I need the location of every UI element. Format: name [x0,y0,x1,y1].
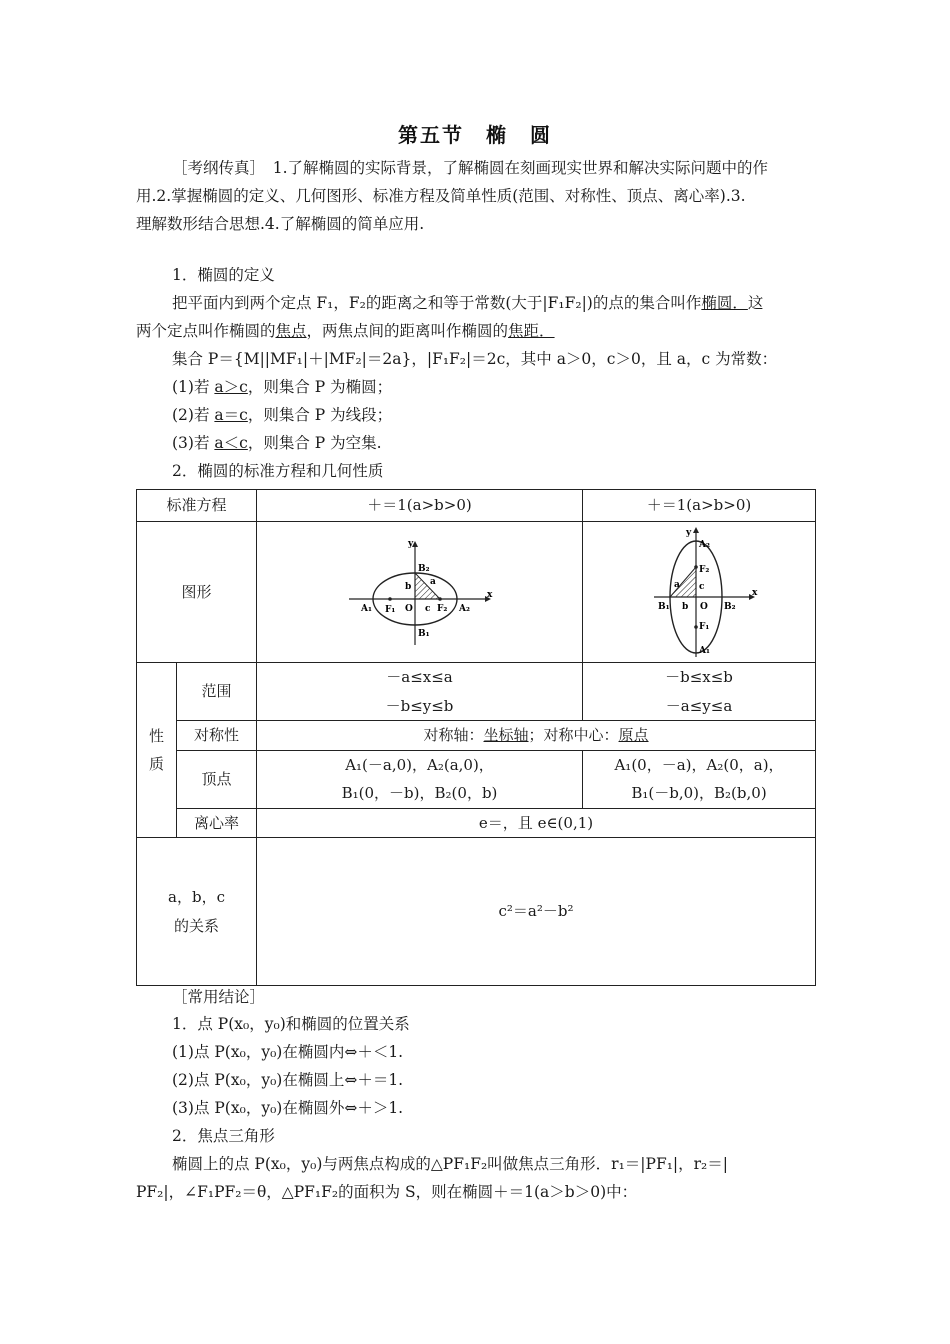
range-x: －b≤x≤b [665,668,733,686]
relation-value: c²＝a²－b² [257,838,816,986]
symmetry-value [257,721,816,751]
case-condition: a＜c [214,434,248,452]
fig-label: A₂ [699,540,710,550]
symmetry-text: 对称轴： [423,726,484,744]
table-row [137,721,816,751]
case-condition: a＞c [214,378,248,396]
table-row [137,522,816,663]
case-text: (1)若 [172,378,215,396]
table-row [137,808,816,838]
term-ellipse: 椭圆． [701,294,748,312]
table-row [137,663,816,721]
term-focal-distance: 焦距． [508,322,555,340]
section2-heading: 2．椭圆的标准方程和几何性质 [172,462,384,480]
table-row [137,750,816,808]
std-eq-horizontal: ＋＝1(a>b>0) [257,490,583,522]
definition-text: 把平面内到两个定点 F₁，F₂的距离之和等于常数(大于|F₁F₂|)的点的集合叫作 [172,294,702,312]
fig-label: a [429,577,436,587]
figure-horizontal-cell [257,522,583,663]
fig-label: O [404,604,413,614]
range-y: －a≤y≤a [665,696,733,715]
conclusion-item-1c: (3)点 P(x₀，y₀)在椭圆外⇔＋＞1. [172,1099,404,1117]
std-eq-vertical: ＋＝1(a>b>0) [583,490,816,522]
relation-label-line: 的关系 [174,916,220,935]
table-row [137,490,816,522]
vertex-label: 顶点 [177,750,257,808]
case-text: (3)若 [172,434,215,452]
vertex-vertical [583,750,816,808]
range-x: －a≤x≤a [386,668,453,686]
vertex-line: A₁(－a,0)，A₂(a,0)， [345,755,494,774]
case-condition: a＝c [214,406,248,424]
range-horizontal [257,663,583,721]
fig-label: B₂ [417,564,430,574]
focal-triangle-line-1: 椭圆上的点 P(x₀，y₀)与两焦点构成的△PF₁F₂叫做焦点三角形．r₁＝|PF₁|，r₂＝| [172,1155,728,1173]
case-text: ，则集合 P 为空集. [247,434,382,452]
std-eq-label: 标准方程 [137,490,257,522]
fig-label: A₁ [360,604,372,614]
section1-heading: 1．椭圆的定义 [172,266,275,284]
relation-label [137,838,257,986]
symmetry-center: 原点 [618,726,649,744]
set-definition: 集合 P＝{M||MF₁|＋|MF₂|＝2a}，|F₁F₂|＝2c，其中 a＞0，c＞0，且 a，c 为常数： [172,350,778,368]
case-text: ，则集合 P 为椭圆； [247,378,393,396]
fig-label: O [700,602,708,612]
conclusion-item-1b: (2)点 P(x₀，y₀)在椭圆上⇔＋＝1. [172,1071,404,1089]
symmetry-axis: 坐标轴 [483,726,529,744]
fig-label: b [404,582,411,592]
symmetry-label: 对称性 [177,721,257,751]
figure-label: 图形 [137,522,257,663]
case-2 [172,406,392,425]
vertex-line: B₁(－b,0)，B₂(b,0) [631,784,767,802]
vertical-ellipse-figure [634,525,764,659]
focus-point [388,597,392,601]
syllabus-line-2: 用.2.掌握椭圆的定义、几何图形、标准方程及简单性质(范围、对称性、顶点、离心率).3. [136,187,746,205]
relation-label-line: a，b，c [168,888,225,906]
fig-label: y [407,539,413,549]
focus-point [694,565,698,569]
term-focus: 焦点 [275,322,307,340]
conclusion-item-1: 1．点 P(x₀，y₀)和椭圆的位置关系 [172,1015,410,1033]
fig-label: F₂ [436,604,447,614]
fig-label: a [674,580,680,590]
focus-point [438,597,442,601]
syllabus-line-1: ［考纲传真］ 1.了解椭圆的实际背景，了解椭圆在刻画现实世界和解决实际问题中的作 [172,159,769,177]
definition-text: 两个定点叫作椭圆的 [136,322,276,340]
fig-label: c [699,582,705,592]
figure-vertical-cell [583,522,816,663]
horizontal-ellipse-figure [345,537,495,647]
fig-label: B₁ [658,602,670,612]
case-text: ，则集合 P 为线段； [247,406,393,424]
range-vertical [583,663,816,721]
conclusions-heading: ［常用结论］ [172,988,266,1006]
focus-point [694,625,698,629]
case-1 [172,378,392,397]
definition-text: ，两焦点间的距离叫作椭圆的 [306,322,509,340]
fig-label: F₁ [384,605,395,615]
eccentricity-label: 离心率 [177,808,257,838]
fig-label: B₁ [417,629,430,639]
fig-label: c [424,604,430,614]
case-3 [172,434,382,453]
fig-label: A₂ [458,604,470,614]
range-y: －b≤y≤b [385,696,454,715]
vertex-line: A₁(0，－a)，A₂(0，a)， [614,755,784,774]
fig-label: F₂ [699,565,710,575]
syllabus-line-3: 理解数形结合思想.4.了解椭圆的简单应用. [136,215,425,233]
conclusion-item-1a: (1)点 P(x₀，y₀)在椭圆内⇔＋＜1. [172,1043,404,1061]
symmetry-text: ；对称中心： [528,726,619,744]
y-axis-arrow-icon [693,527,699,533]
table-row [137,838,816,986]
vertex-line: B₁(0，－b)，B₂(0，b) [341,784,498,802]
fig-label: B₂ [724,602,736,612]
range-label: 范围 [177,663,257,721]
property-label-text: 性质 [149,726,165,773]
definition-text-end: 这 [747,294,764,312]
property-label [137,663,177,838]
fig-label: F₁ [699,622,710,632]
vertex-horizontal [257,750,583,808]
case-text: (2)若 [172,406,215,424]
fig-label: x [752,588,758,598]
fig-label: b [682,602,689,612]
definition-line-1 [172,294,763,313]
eccentricity-value: e＝，且 e∈(0,1) [257,808,816,838]
focal-triangle-line-2: PF₂|，∠F₁PF₂＝θ，△PF₁F₂的面积为 S，则在椭圆＋＝1(a＞b＞0)中： [136,1183,638,1201]
fig-label: x [486,590,492,600]
definition-line-2 [136,322,555,341]
conclusion-item-2: 2．焦点三角形 [172,1127,275,1145]
ellipse-properties-table [136,489,816,986]
page-title: 第五节 椭 圆 [398,123,552,147]
fig-label: A₁ [699,646,710,656]
fig-label: y [686,528,692,538]
